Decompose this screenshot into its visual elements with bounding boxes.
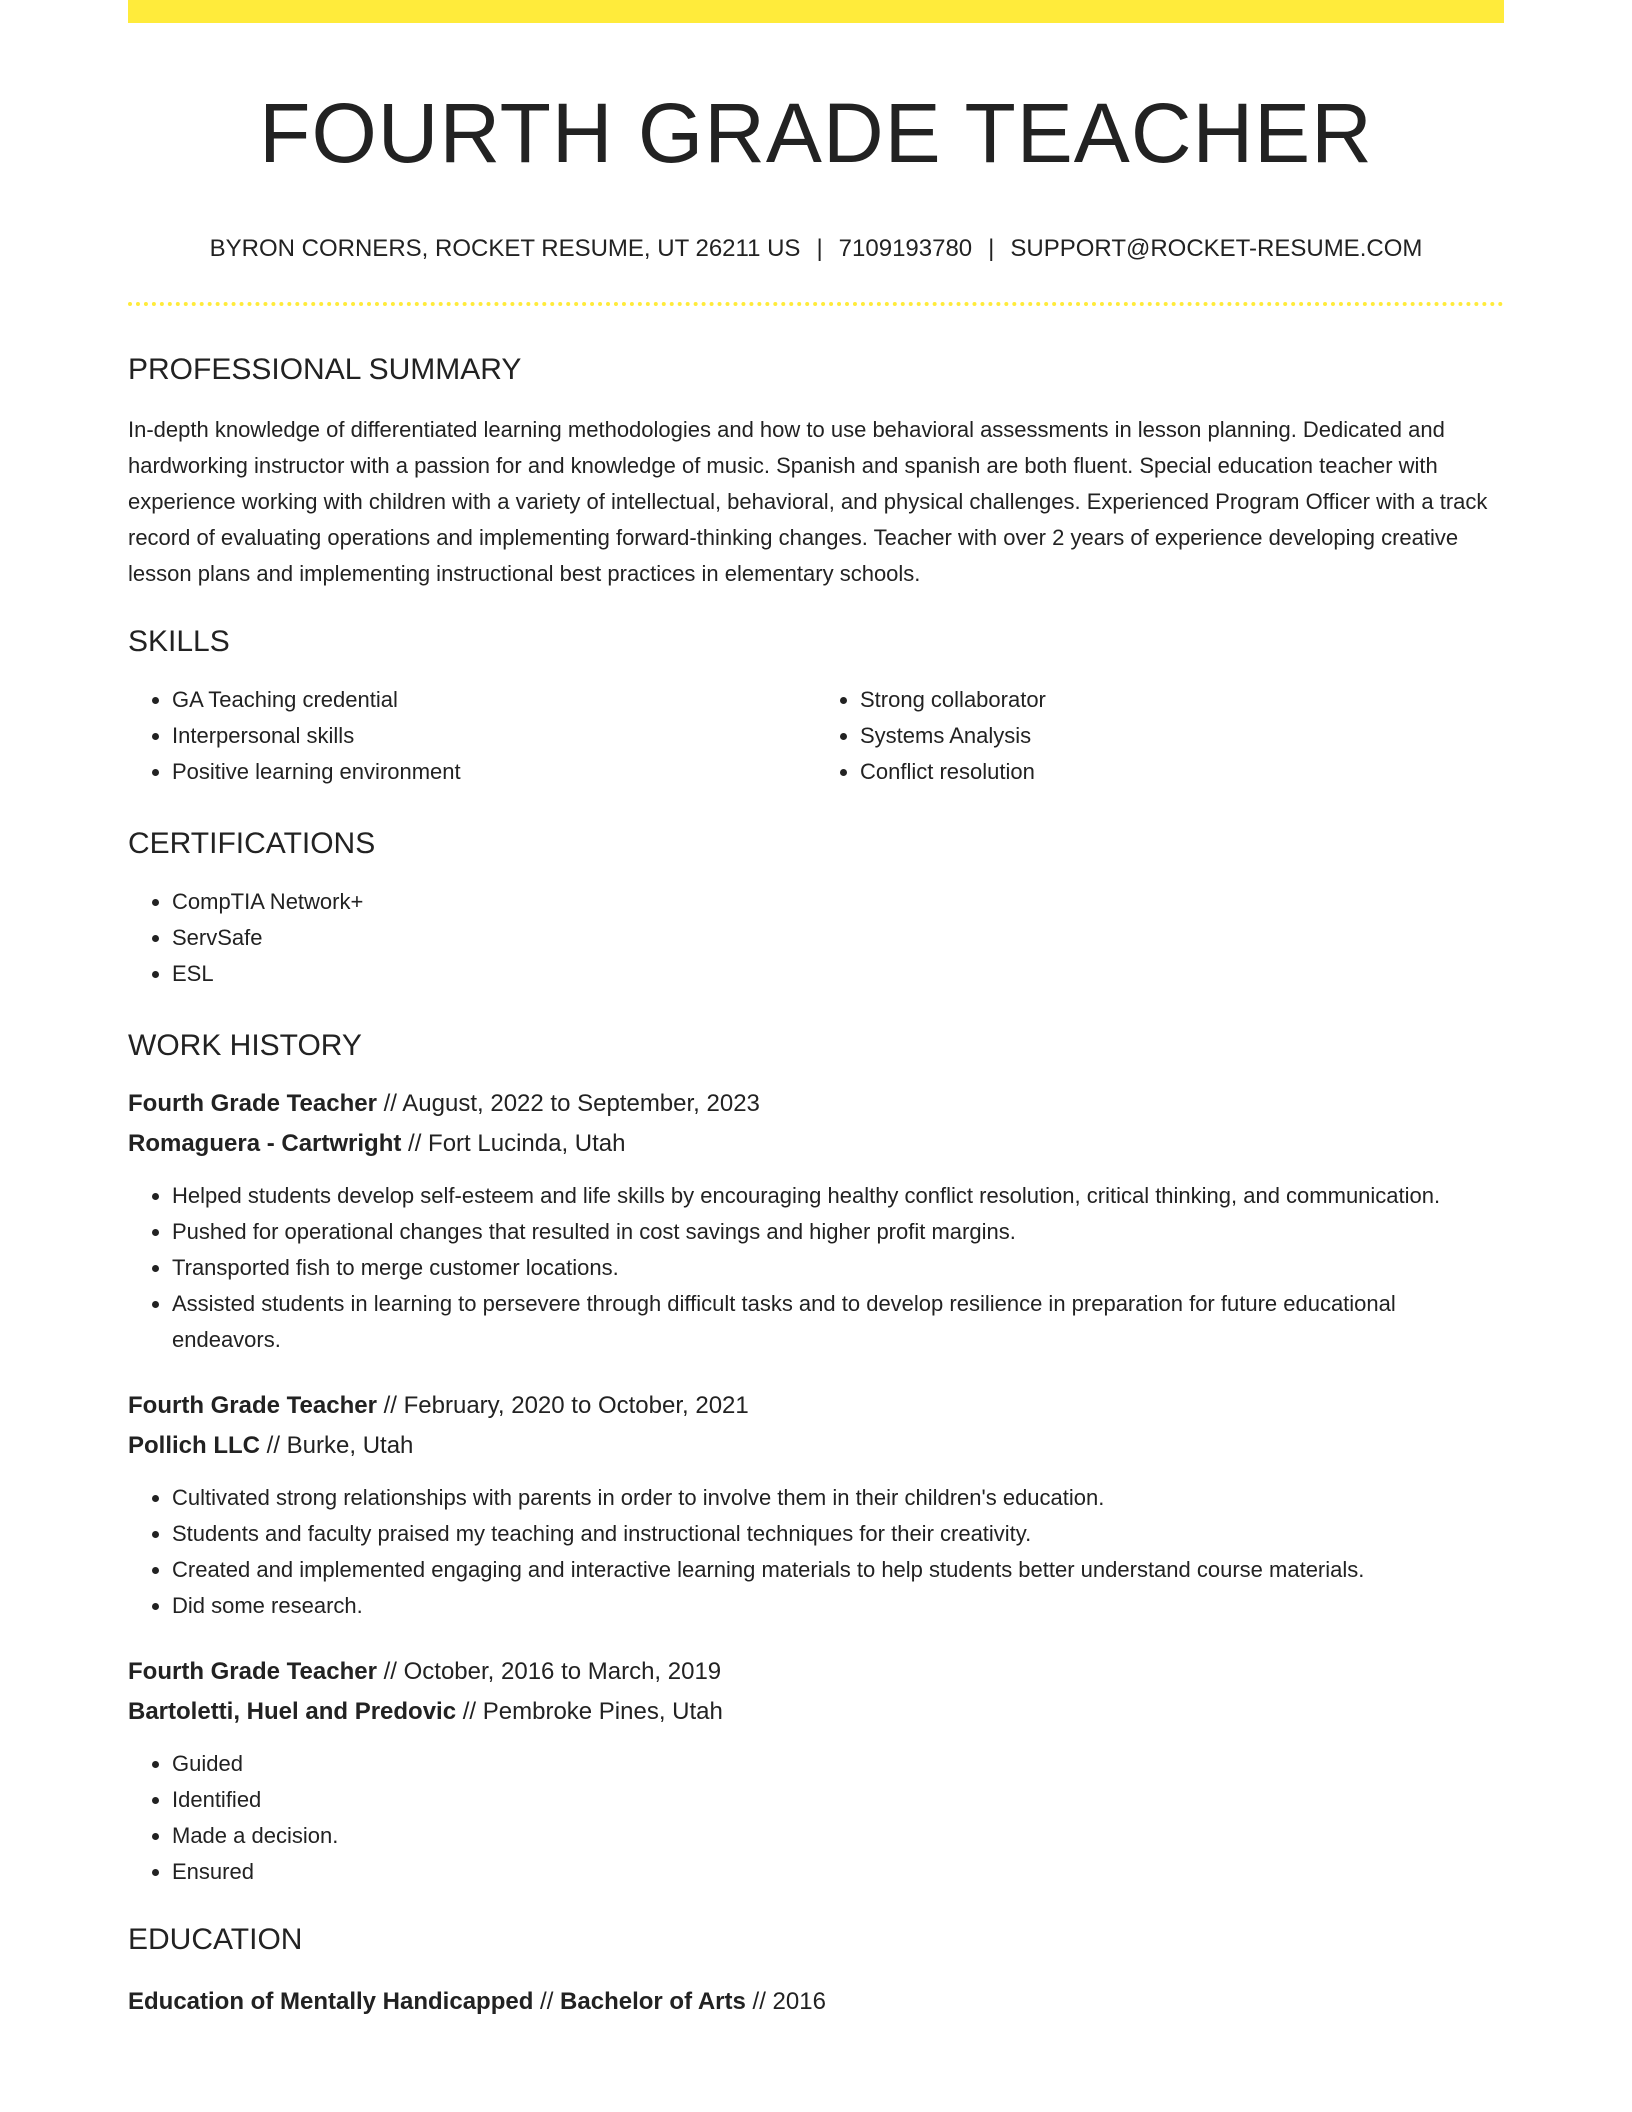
certification-item: • ESL (172, 956, 1504, 992)
contact-email[interactable]: SUPPORT@ROCKET-RESUME.COM (1010, 235, 1423, 262)
skill-item: • Interpersonal skills (172, 718, 816, 754)
contact-separator: | (816, 235, 823, 262)
job-role: Fourth Grade Teacher (128, 1392, 377, 1419)
job-title-line (128, 1084, 1504, 1124)
summary-heading: PROFESSIONAL SUMMARY (128, 353, 522, 386)
job-company-line (128, 1124, 1504, 1164)
certifications-list (128, 884, 1504, 992)
job-bullet: • Ensured (172, 1854, 1504, 1890)
job-title-line (128, 1386, 1504, 1426)
top-accent-bar (128, 0, 1504, 23)
skill-item: • Conflict resolution (860, 754, 1504, 790)
job-bullet: • Assisted students in learning to persevere through difficult tasks and to develop resilience in preparation for future educational endeavors. (172, 1286, 1504, 1358)
skill-item: • Positive learning environment (172, 754, 816, 790)
education-line (128, 1982, 1504, 2022)
certifications-heading: CERTIFICATIONS (128, 827, 376, 860)
education-year: 2016 (772, 1988, 826, 2015)
resume-title: FOURTH GRADE TEACHER (259, 86, 1373, 180)
skill-item: • Systems Analysis (860, 718, 1504, 754)
job-location: // Pembroke Pines, Utah (456, 1698, 723, 1725)
education-heading: EDUCATION (128, 1923, 303, 1956)
job-bullet: • Identified (172, 1782, 1504, 1818)
contact-phone: 7109193780 (838, 235, 973, 262)
job-title-line (128, 1652, 1504, 1692)
job-location: // Burke, Utah (260, 1432, 414, 1459)
skill-item: • GA Teaching credential (172, 682, 816, 718)
job-company: Romaguera - Cartwright (128, 1130, 402, 1157)
job-dates: // August, 2022 to September, 2023 (376, 1090, 760, 1117)
job-bullet: • Made a decision. (172, 1818, 1504, 1854)
job-dates: // February, 2020 to October, 2021 (376, 1392, 749, 1419)
contact-address: BYRON CORNERS, ROCKET RESUME, UT 26211 US (209, 235, 801, 262)
education-school: Education of Mentally Handicapped (128, 1988, 534, 2015)
education-separator: // (745, 1988, 773, 2015)
skill-item: • Strong collaborator (860, 682, 1504, 718)
skills-list-right (816, 682, 1504, 790)
job-company-line (128, 1692, 1504, 1732)
job-bullet: • Cultivated strong relationships with parents in order to involve them in their children's education. (172, 1480, 1504, 1516)
summary-text: In-depth knowledge of differentiated learning methodologies and how to use behavioral assessments in lesson planning. Dedicated and hardworking instructor with a passion for and knowledge of music. Spanish and spanish are both fluent. Special education teacher with experience working with children with a variety of intellectual, behavioral, and physical challenges. Experienced Program Officer with a track record of evaluating operations and implementing forward-thinking changes. Teacher with over 2 years of experience developing creative lesson plans and implementing instructional best practices in elementary schools. (128, 417, 1488, 586)
job-bullets (128, 1746, 1504, 1890)
education-separator: // (533, 1988, 561, 2015)
work-history-heading: WORK HISTORY (128, 1029, 362, 1062)
certification-item: • ServSafe (172, 920, 1504, 956)
job-bullet: • Transported fish to merge customer locations. (172, 1250, 1504, 1286)
header-divider (128, 302, 1504, 306)
job-bullets (128, 1178, 1504, 1358)
job-dates: // October, 2016 to March, 2019 (376, 1658, 722, 1685)
job-bullet: • Guided (172, 1746, 1504, 1782)
job-company-line (128, 1426, 1504, 1466)
job-company: Bartoletti, Huel and Predovic (128, 1698, 457, 1725)
job-bullet: • Helped students develop self-esteem and life skills by encouraging healthy conflict resolution, critical thinking, and communication. (172, 1178, 1504, 1214)
contact-separator: | (988, 235, 995, 262)
resume-page (128, 0, 1504, 2022)
skills-grid (128, 682, 1504, 790)
skills-heading: SKILLS (128, 625, 230, 658)
job-bullets (128, 1480, 1504, 1624)
job-bullet: • Did some research. (172, 1588, 1504, 1624)
job-role: Fourth Grade Teacher (128, 1090, 377, 1117)
job-role: Fourth Grade Teacher (128, 1658, 377, 1685)
job-location: // Fort Lucinda, Utah (401, 1130, 626, 1157)
job-bullet: • Students and faculty praised my teaching and instructional techniques for their creativity. (172, 1516, 1504, 1552)
education-degree: Bachelor of Arts (560, 1988, 746, 2015)
job-company: Pollich LLC (128, 1432, 260, 1459)
job-bullet: • Pushed for operational changes that resulted in cost savings and higher profit margins. (172, 1214, 1504, 1250)
certification-item: • CompTIA Network+ (172, 884, 1504, 920)
skills-list-left (128, 682, 816, 790)
job-bullet: • Created and implemented engaging and interactive learning materials to help students better understand course materials. (172, 1552, 1504, 1588)
contact-line (128, 233, 1504, 265)
